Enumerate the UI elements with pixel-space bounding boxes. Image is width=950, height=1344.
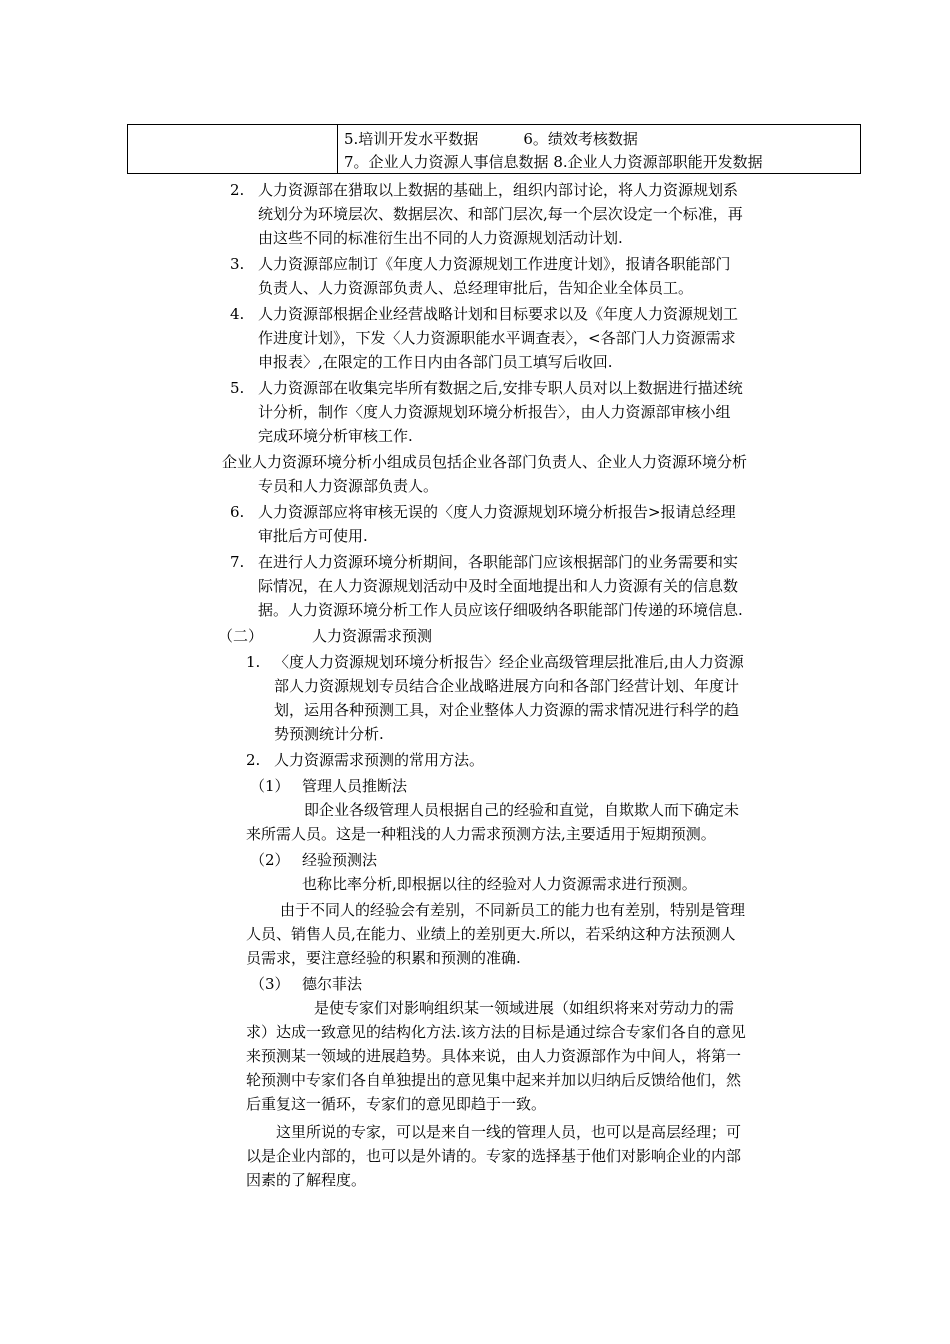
body-line: 人员、销售人员,在能力、业绩上的差别更大.所以，若采纳这种方法预测人 (246, 925, 736, 943)
table-row-2: 7。企业人力资源人事信息数据 8.企业人力资源部职能开发数据 (344, 153, 763, 171)
item-line: 人力资源需求预测的常用方法。 (274, 751, 485, 769)
item-line: 统划分为环境层次、数据层次、和部门层次,每一个层次设定一个标准，再 (258, 205, 743, 223)
method-label: （3） (250, 975, 290, 993)
body-line: 后重复这一循环，专家们的意见即趋于一致。 (246, 1095, 547, 1113)
item-number: 3. (230, 255, 245, 273)
method-label: （1） (250, 777, 290, 795)
table-divider (337, 125, 338, 173)
body-line: 是使专家们对影响组织某一领域进展（如组织将来对劳动力的需 (314, 999, 735, 1017)
section-label: （二） (218, 627, 264, 645)
method-title: 管理人员推断法 (302, 777, 408, 795)
item-line: 完成环境分析审核工作. (258, 427, 413, 445)
body-line: 以是企业内部的，也可以是外请的。专家的选择基于他们对影响企业的内部 (246, 1147, 742, 1165)
body-line: 这里所说的专家，可以是来自一线的管理人员，也可以是高层经理；可 (276, 1123, 742, 1141)
item-line: 人力资源部在猎取以上数据的基础上，组织内部讨论，将人力资源规划系 (258, 181, 739, 199)
item-line: 据。人力资源环境分析工作人员应该仔细吸纳各职能部门传递的环境信息. (258, 601, 743, 619)
body-line: 也称比率分析,即根据以往的经验对人力资源需求进行预测。 (302, 875, 697, 893)
item-line: 部人力资源规划专员结合企业战略进展方向和各部门经营计划、年度计 (274, 677, 740, 695)
section-title: 人力资源需求预测 (312, 627, 433, 645)
body-line: 员需求，要注意经验的积累和预测的准确. (246, 949, 521, 967)
method-label: （2） (250, 851, 290, 869)
item-number: 7. (230, 553, 245, 571)
item-line: 负责人、人力资源部负责人、总经理审批后，告知企业全体员工。 (258, 279, 694, 297)
data-table (127, 124, 861, 174)
item-line: 人力资源部在收集完毕所有数据之后,安排专职人员对以上数据进行描述统 (258, 379, 743, 397)
item-line: 〈度人力资源规划环境分析报告〉经企业高级管理层批准后,由人力资源 (274, 653, 744, 671)
item-number: 2. (230, 181, 245, 199)
body-line: 来所需人员。这是一种粗浅的人力需求预测方法,主要适用于短期预测。 (246, 825, 716, 843)
item-line: 作进度计划》，下发〈人力资源职能水平调查表〉，<各部门人力资源需求 (258, 329, 736, 347)
item-number: 2. (246, 751, 261, 769)
committee-line: 专员和人力资源部负责人。 (258, 477, 439, 495)
body-line: 由于不同人的经验会有差别，不同新员工的能力也有差别，特别是管理 (280, 901, 746, 919)
method-title: 德尔菲法 (302, 975, 363, 993)
item-line: 由这些不同的标准衍生出不同的人力资源规划活动计划. (258, 229, 623, 247)
item-line: 在进行人力资源环境分析期间，各职能部门应该根据部门的业务需要和实 (258, 553, 739, 571)
body-line: 轮预测中专家们各自单独提出的意见集中起来并加以归纳后反馈给他们，然 (246, 1071, 742, 1089)
item-line: 势预测统计分析. (274, 725, 384, 743)
item-line: 划，运用各种预测工具，对企业整体人力资源的需求情况进行科学的趋 (274, 701, 740, 719)
body-line: 因素的了解程度。 (246, 1171, 367, 1189)
committee-line: 企业人力资源环境分析小组成员包括企业各部门负责人、企业人力资源环境分析 (222, 453, 748, 471)
item-number: 4. (230, 305, 245, 323)
item-line: 人力资源部根据企业经营战略计划和目标要求以及《年度人力资源规划工 (258, 305, 739, 323)
item-line: 人力资源部应将审核无误的〈度人力资源规划环境分析报告>报请总经理 (258, 503, 736, 521)
item-number: 6. (230, 503, 245, 521)
item-line: 际情况，在人力资源规划活动中及时全面地提出和人力资源有关的信息数 (258, 577, 739, 595)
item-line: 申报表〉,在限定的工作日内由各部门员工填写后收回. (258, 353, 613, 371)
item-number: 1. (246, 653, 261, 671)
item-number: 5. (230, 379, 245, 397)
body-line: 来预测某一领域的进展趋势。具体来说，由人力资源部作为中间人，将第一 (246, 1047, 742, 1065)
item-line: 计分析，制作〈度人力资源规划环境分析报告〉，由人力资源部审核小组 (258, 403, 731, 421)
table-row-1: 5.培训开发水平数据 6。绩效考核数据 (344, 130, 638, 148)
item-line: 人力资源部应制订《年度人力资源规划工作进度计划》，报请各职能部门 (258, 255, 731, 273)
body-line: 即企业各级管理人员根据自己的经验和直觉，自欺欺人而下确定未 (304, 801, 740, 819)
method-title: 经验预测法 (302, 851, 378, 869)
item-line: 审批后方可使用. (258, 527, 368, 545)
body-line: 求）达成一致意见的结构化方法.该方法的目标是通过综合专家们各自的意见 (246, 1023, 746, 1041)
